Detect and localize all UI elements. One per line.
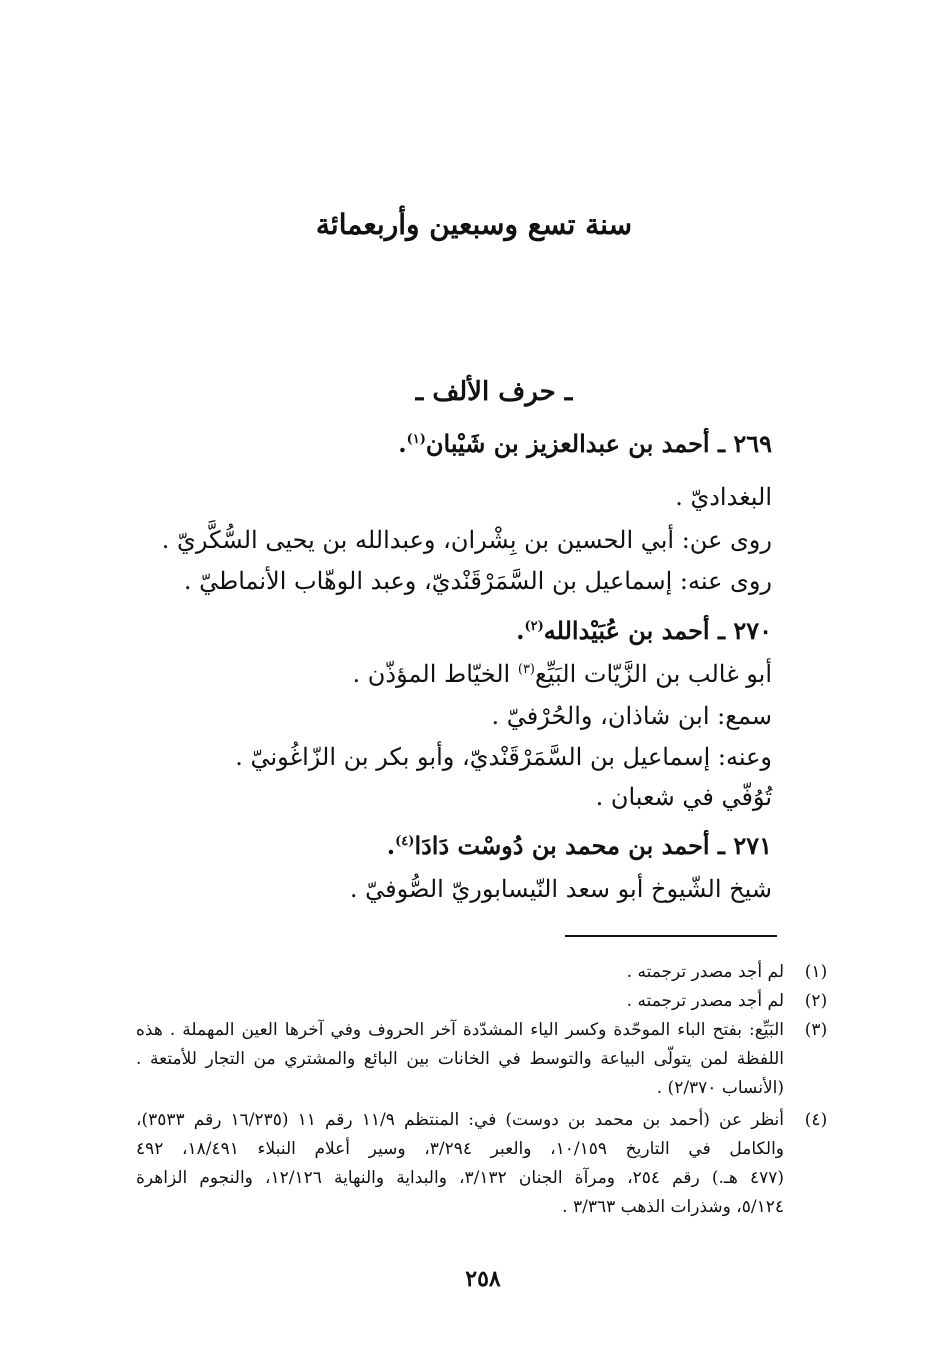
footnote-divider: [565, 935, 777, 937]
section-heading: ـ حرف الألف ـ: [415, 377, 573, 407]
footnote-mark: (٢): [524, 619, 544, 634]
footnote-mark: (٤): [395, 834, 415, 849]
page-number: ٢٥٨: [465, 1266, 501, 1292]
footnote-mark: (١): [406, 432, 426, 447]
footnote-mark: (٣): [517, 662, 535, 677]
footnote-text: لم أجد مصدر ترجمته .: [626, 962, 784, 982]
entry-line: وعنه: إسماعيل بن السَّمَرْقَنْديّ، وأبو بكر بن الزّاغُونيّ .: [235, 743, 772, 771]
entry-line: أبو غالب بن الزَّيّات البَيِّع$^{(٣)}$ الخيّاط المؤذّن .: [352, 660, 772, 688]
footnote-number: (٣): [804, 1020, 828, 1040]
year-heading: سنة تسع وسبعين وأربعمائة: [315, 208, 633, 241]
footnote-number: (٢): [804, 991, 828, 1011]
footnote-text: أنظر عن (أحمد بن محمد بن دوست) في: المنتظم ١١/٩ رقم ١١ (١٦/٢٣٥ رقم ٣٥٣٣)، والكامل في التاريخ ١٠/١٥٩، والعبر ٣/٢٩٤، وسير أعلام النبلاء ١٨/٤٩١، ٤٩٢ (٤٧٧ هـ.) رقم ٢٥٤، ومرآة الجنان ٣/١٣٢، والبداية والنهاية ١٢/١٢٦، والنجوم الزاهرة ٥/١٢٤، وشذرات الذهب ٣/٣٦٣ .: [136, 1110, 785, 1217]
footnote-number: (١): [804, 962, 828, 982]
footnote-text: البَيِّع: بفتح الباء الموحّدة وكسر الياء المشدّدة آخر الحروف وفي آخرها العين المهملة . هذه اللفظة لمن يتولّى البياعة والتوسط في الخانات بين البائع والمشتري من التجار للأمتعة . (الأنساب ٢/٣٧٠) .: [136, 1020, 784, 1098]
entry-line: روى عن: أبي الحسين بن بِشْران، وعبدالله بن يحيى السُّكَّريّ .: [161, 526, 772, 554]
entry-title: ٢٧١ ـ أحمد بن محمد بن دُوسْت دَادَا$^{(٤)}$.: [386, 831, 772, 860]
entry-line: البغداديّ .: [675, 483, 772, 511]
footnote-number: (٤): [804, 1110, 828, 1130]
entry-title: ٢٧٠ ـ أحمد بن عُبَيْدالله$^{(٢)}$.: [516, 616, 772, 645]
footnote-text: لم أجد مصدر ترجمته .: [626, 991, 784, 1011]
entry-line: تُوُفّي في شعبان .: [595, 783, 772, 811]
entry-line: روى عنه: إسماعيل بن السَّمَرْقَنْديّ، وعبد الوهّاب الأنماطيّ .: [183, 567, 772, 595]
entry-title: ٢٦٩ ـ أحمد بن عبدالعزيز بن شَيْبان$^{(١)}$.: [398, 429, 772, 458]
entry-line: سمع: ابن شاذان، والحُرْفيّ .: [491, 702, 772, 730]
entry-line: شيخ الشّيوخ أبو سعد النّيسابوريّ الصُّوفيّ .: [349, 875, 772, 903]
